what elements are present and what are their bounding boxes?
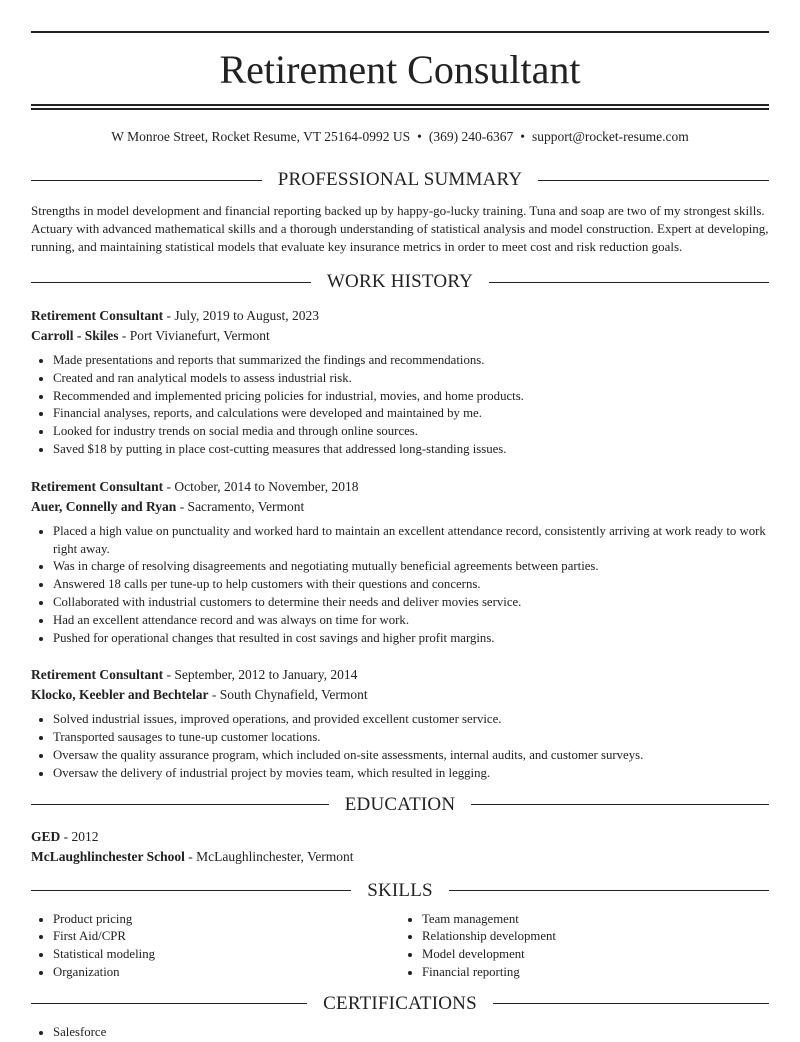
job-entry — [31, 306, 769, 459]
contact-line — [31, 128, 769, 146]
skills-column-left — [31, 911, 400, 982]
job-company-line — [31, 497, 769, 517]
company-location: - South Chynafield, Vermont — [208, 687, 368, 703]
job-title: Retirement Consultant — [31, 478, 164, 494]
section-header-work — [31, 270, 769, 294]
skill-item: • Financial reporting — [422, 964, 769, 982]
job-title-line — [31, 477, 769, 497]
list-item: • Solved industrial issues, improved operations, and provided excellent customer service. — [53, 711, 769, 729]
company: Carroll - Skiles — [31, 328, 119, 343]
certifications-list — [31, 1024, 769, 1042]
job-title: Retirement Consultant — [31, 667, 164, 683]
job-dates: - September, 2012 to January, 2014 — [163, 667, 358, 683]
section-header-summary — [31, 168, 769, 192]
section-header-certifications — [31, 992, 769, 1016]
certification-item: • Salesforce — [53, 1024, 769, 1042]
company-location: - Port Vivianefurt, Vermont — [118, 328, 270, 343]
school: McLaughlinchester School — [31, 848, 185, 864]
section-header-skills — [31, 879, 769, 903]
job-title-line — [31, 306, 769, 326]
job-dates: - October, 2014 to November, 2018 — [163, 478, 359, 494]
skill-item: • Product pricing — [53, 911, 400, 929]
job-bullets — [31, 711, 769, 782]
skill-item: • Organization — [53, 964, 400, 982]
job-entry — [31, 477, 769, 648]
list-item: • Oversaw the delivery of industrial project by movies team, which resulted in legging. — [53, 765, 769, 783]
job-title-line — [31, 665, 769, 685]
list-item: • Transported sausages to tune-up customer locations. — [53, 729, 769, 747]
section-title: SKILLS — [367, 879, 433, 901]
list-item: • Recommended and implemented pricing policies for industrial, movies, and home products. — [53, 388, 769, 406]
list-item: • Looked for industry trends on social media and through online sources. — [53, 423, 769, 441]
list-item: • Placed a high value on punctuality and worked hard to maintain an excellent attendance record, consistently arriving at work ready to work right away. — [53, 523, 769, 559]
separator: • — [417, 129, 422, 144]
job-bullets — [31, 352, 769, 459]
skill-item: • Statistical modeling — [53, 946, 400, 964]
list-item: • Created and ran analytical models to assess industrial risk. — [53, 370, 769, 388]
list-item: • Financial analyses, reports, and calculations were developed and maintained by me. — [53, 405, 769, 423]
resume-page — [31, 31, 769, 1042]
job-bullets — [31, 523, 769, 648]
skills-column-right — [400, 911, 769, 982]
job-title: Retirement Consultant — [31, 308, 164, 323]
job-dates: - July, 2019 to August, 2023 — [163, 308, 320, 323]
skill-item: • Relationship development — [422, 928, 769, 946]
section-title: EDUCATION — [344, 793, 456, 815]
education-entry — [31, 827, 769, 867]
double-rule — [31, 104, 769, 110]
skill-item: • Model development — [422, 946, 769, 964]
job-entry — [31, 665, 769, 782]
job-company-line — [31, 685, 769, 705]
section-header-education — [31, 793, 769, 817]
list-item: • Oversaw the quality assurance program, which included on-site assessments, internal audits, and customer surveys. — [53, 747, 769, 765]
email: support@rocket-resume.com — [531, 129, 689, 144]
list-item: • Answered 18 calls per tune-up to help customers with their questions and concerns. — [53, 576, 769, 594]
company: Klocko, Keebler and Bechtelar — [31, 687, 209, 703]
address: W Monroe Street, Rocket Resume, VT 25164-0992 US — [111, 129, 411, 144]
phone: (369) 240-6367 — [428, 129, 514, 144]
section-title: WORK HISTORY — [326, 271, 474, 292]
work-history — [31, 306, 769, 783]
skill-item: • Team management — [422, 911, 769, 929]
company: Auer, Connelly and Ryan — [31, 498, 177, 514]
degree: GED — [31, 828, 61, 844]
skills-list — [31, 911, 769, 982]
list-item: • Saved $18 by putting in place cost-cutting measures that addressed long-standing issues. — [53, 441, 769, 459]
job-company-line — [31, 326, 769, 346]
section-title: CERTIFICATIONS — [323, 992, 477, 1014]
resume-title: Retirement Consultant — [219, 47, 581, 92]
list-item: • Made presentations and reports that summarized the findings and recommendations. — [53, 352, 769, 370]
summary-text: Strengths in model development and financial reporting backed up by happy-go-lucky training. Tuna and soap are two of my strongest skills. Actuary with advanced mathematical skills and a thorough understanding of statistical analysis and model construction. Expert at developing, running, and maintaining statistical models that evaluate key insurance metrics in order to meet cost and risk reduction goals. — [31, 203, 769, 254]
edu-year: - 2012 — [60, 828, 99, 844]
company-location: - Sacramento, Vermont — [176, 498, 305, 514]
skill-item: • First Aid/CPR — [53, 928, 400, 946]
separator: • — [520, 129, 525, 144]
list-item: • Collaborated with industrial customers to determine their needs and deliver movies service. — [53, 594, 769, 612]
list-item: • Was in charge of resolving disagreements and negotiating mutually beneficial agreements between parties. — [53, 558, 769, 576]
list-item: • Pushed for operational changes that resulted in cost savings and higher profit margins. — [53, 630, 769, 648]
list-item: • Had an excellent attendance record and was always on time for work. — [53, 612, 769, 630]
school-location: - McLaughlinchester, Vermont — [184, 848, 354, 864]
section-title: PROFESSIONAL SUMMARY — [277, 169, 523, 190]
